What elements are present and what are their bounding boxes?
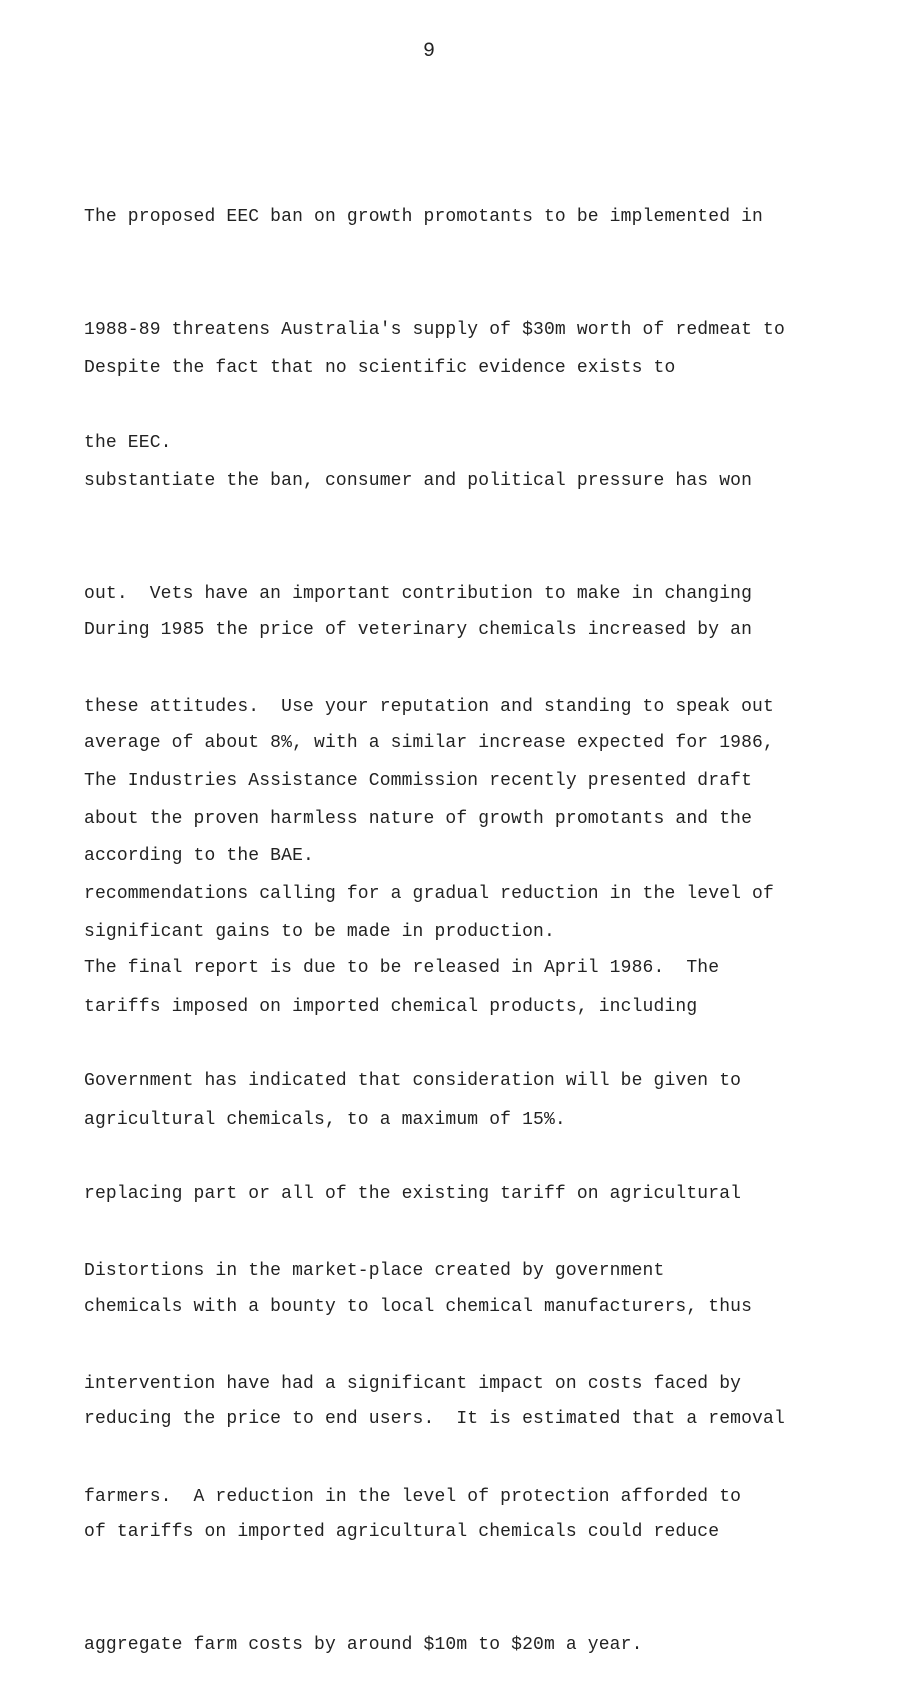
text-line: the EEC.: [84, 432, 172, 453]
text-line: The final report is due to be released in April 1986. The: [84, 958, 720, 979]
text-line: Despite the fact that no scientific evidence exists to: [84, 358, 676, 379]
paragraph-market-distortions: [84, 1178, 741, 1554]
text-line: The Industries Assistance Commission recently presented draft: [84, 771, 753, 792]
text-line: significant gains to be made in production.: [84, 922, 555, 943]
text-line: chemicals with a bounty to local chemical manufacturers, thus: [84, 1296, 753, 1317]
text-line: During 1985 the price of veterinary chemicals increased by an: [84, 620, 753, 641]
text-line: substantiate the ban, consumer and political pressure has won: [84, 470, 753, 491]
text-line: out. Vets have an important contribution to make in changing: [84, 583, 753, 604]
text-line: these attitudes. Use your reputation and standing to speak out: [84, 696, 774, 717]
page-number: 9: [422, 40, 435, 63]
text-line: Government has indicated that consideration will be given to: [84, 1070, 742, 1091]
text-line: Distortions in the market-place created by government: [84, 1261, 665, 1282]
text-line: average of about 8%, with a similar increase expected for 1986,: [84, 732, 774, 753]
text-line: reducing the price to end users. It is estimated that a removal: [84, 1409, 785, 1430]
text-line: about the proven harmless nature of growth promotants and the: [84, 809, 753, 830]
text-line: of tariffs on imported agricultural chemicals could reduce: [84, 1522, 720, 1543]
text-line: recommendations calling for a gradual reduction in the level of: [84, 883, 774, 904]
text-line: agricultural chemicals, to a maximum of 15%.: [84, 1109, 566, 1130]
text-line: 1988-89 threatens Australia's supply of $30m worth of redmeat to: [84, 319, 785, 340]
text-line: according to the BAE.: [84, 845, 314, 866]
text-line: intervention have had a significant impact on costs faced by: [84, 1373, 742, 1394]
text-line: tariffs imposed on imported chemical products, including: [84, 996, 698, 1017]
text-line: aggregate farm costs by around $10m to $20m a year.: [84, 1634, 643, 1655]
text-line: The proposed EEC ban on growth promotants to be implemented in: [84, 207, 764, 228]
text-line: farmers. A reduction in the level of protection afforded to: [84, 1486, 742, 1507]
text-line: replacing part or all of the existing tariff on agricultural: [84, 1183, 742, 1204]
